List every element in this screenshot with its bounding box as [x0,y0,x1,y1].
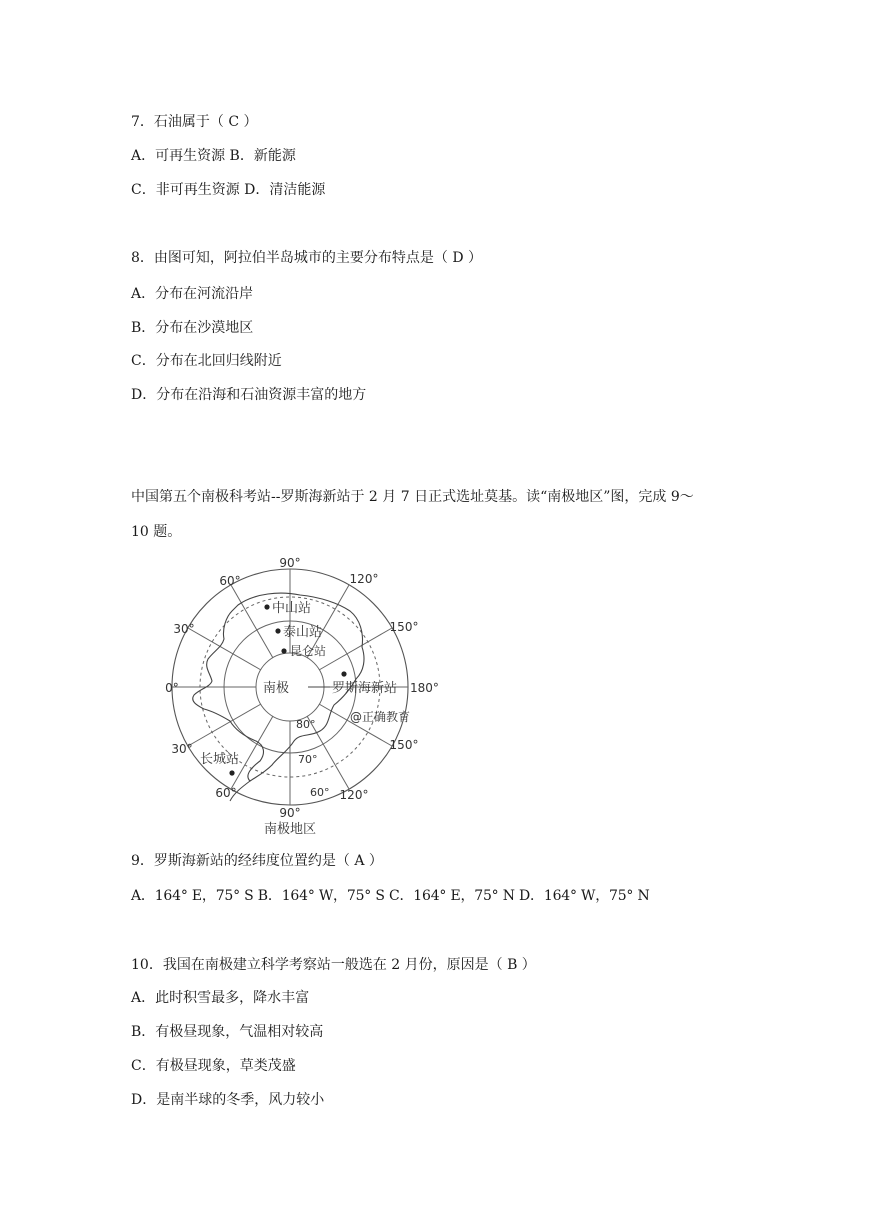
q10-option-b: B．有极昼现象，气温相对较高 [131,1024,324,1040]
lon-label-120-top: 120° [349,572,379,586]
lon-label-180: 180° [410,681,439,695]
intro-line-1: 中国第五个南极科考站--罗斯海新站于 2 月 7 日正式选址莫基。读“南极地区”图，完成 9～ [131,489,694,505]
q9-options: A．164° E，75° S B．164° W，75° S C．164° E，75° N D．164° W，75° N [131,888,650,904]
intro-line-2: 10 题。 [131,524,182,540]
changcheng-station-marker [229,770,234,775]
ross-new-station-marker [341,671,346,676]
q7-stem: 7．石油属于（ C ） [131,114,258,130]
lat-label-70: 70° [298,753,318,766]
lon-label-150-top: 150° [389,620,419,634]
lon-label-60-top: 60° [219,574,241,588]
taishan-station-marker [275,628,280,633]
q7-option-cd: C．非可再生资源 D．清洁能源 [131,182,326,198]
kunlun-station-label: 昆仑站 [290,644,327,658]
watermark: @正确教育 [350,710,411,724]
lon-label-90-top: 90° [279,556,301,570]
q10-option-a: A．此时积雪最多，降水丰富 [131,990,310,1006]
south-pole-label: 南极 [262,681,290,696]
q8-option-d: D．分布在沿海和石油资源丰富的地方 [131,387,367,403]
q10-option-d: D．是南半球的冬季，风力较小 [131,1092,325,1108]
q8-option-a: A．分布在河流沿岸 [131,286,254,302]
lon-label-150-bottom: 150° [389,738,419,752]
q10-stem: 10．我国在南极建立科学考察站一般选在 2 月份，原因是（ B ） [131,957,536,973]
q7-option-ab: A．可再生资源 B．新能源 [131,148,296,164]
lon-label-30-top: 30° [173,622,195,636]
lon-label-60-bottom: 60° [215,786,237,800]
q8-option-b: B．分布在沙漠地区 [131,320,254,336]
zhongshan-station-marker [264,604,269,609]
lon-label-90-bottom: 90° [279,806,301,820]
lon-label-30-bottom: 30° [171,742,193,756]
q8-option-c: C．分布在北回归线附近 [131,353,282,369]
ross-new-station-label: 罗斯海新站 [332,681,398,696]
changcheng-station-label: 长城站 [200,752,240,767]
q10-option-c: C．有极昼现象，草类茂盛 [131,1058,296,1074]
lat-label-60: 60° [310,786,330,799]
lon-label-120-bottom: 120° [339,788,369,802]
antarctic-map [160,555,450,845]
lon-label-0: 0° [165,681,179,695]
map-caption: 南极地区 [263,822,317,837]
kunlun-station-marker [281,648,286,653]
q9-stem: 9．罗斯海新站的经纬度位置约是（ A ） [131,853,383,869]
taishan-station-label: 泰山站 [283,625,323,640]
zhongshan-station-label: 中山站 [272,601,312,616]
lat-label-80: 80° [296,718,316,731]
q8-stem: 8．由图可知，阿拉伯半岛城市的主要分布特点是（ D ） [131,250,483,266]
